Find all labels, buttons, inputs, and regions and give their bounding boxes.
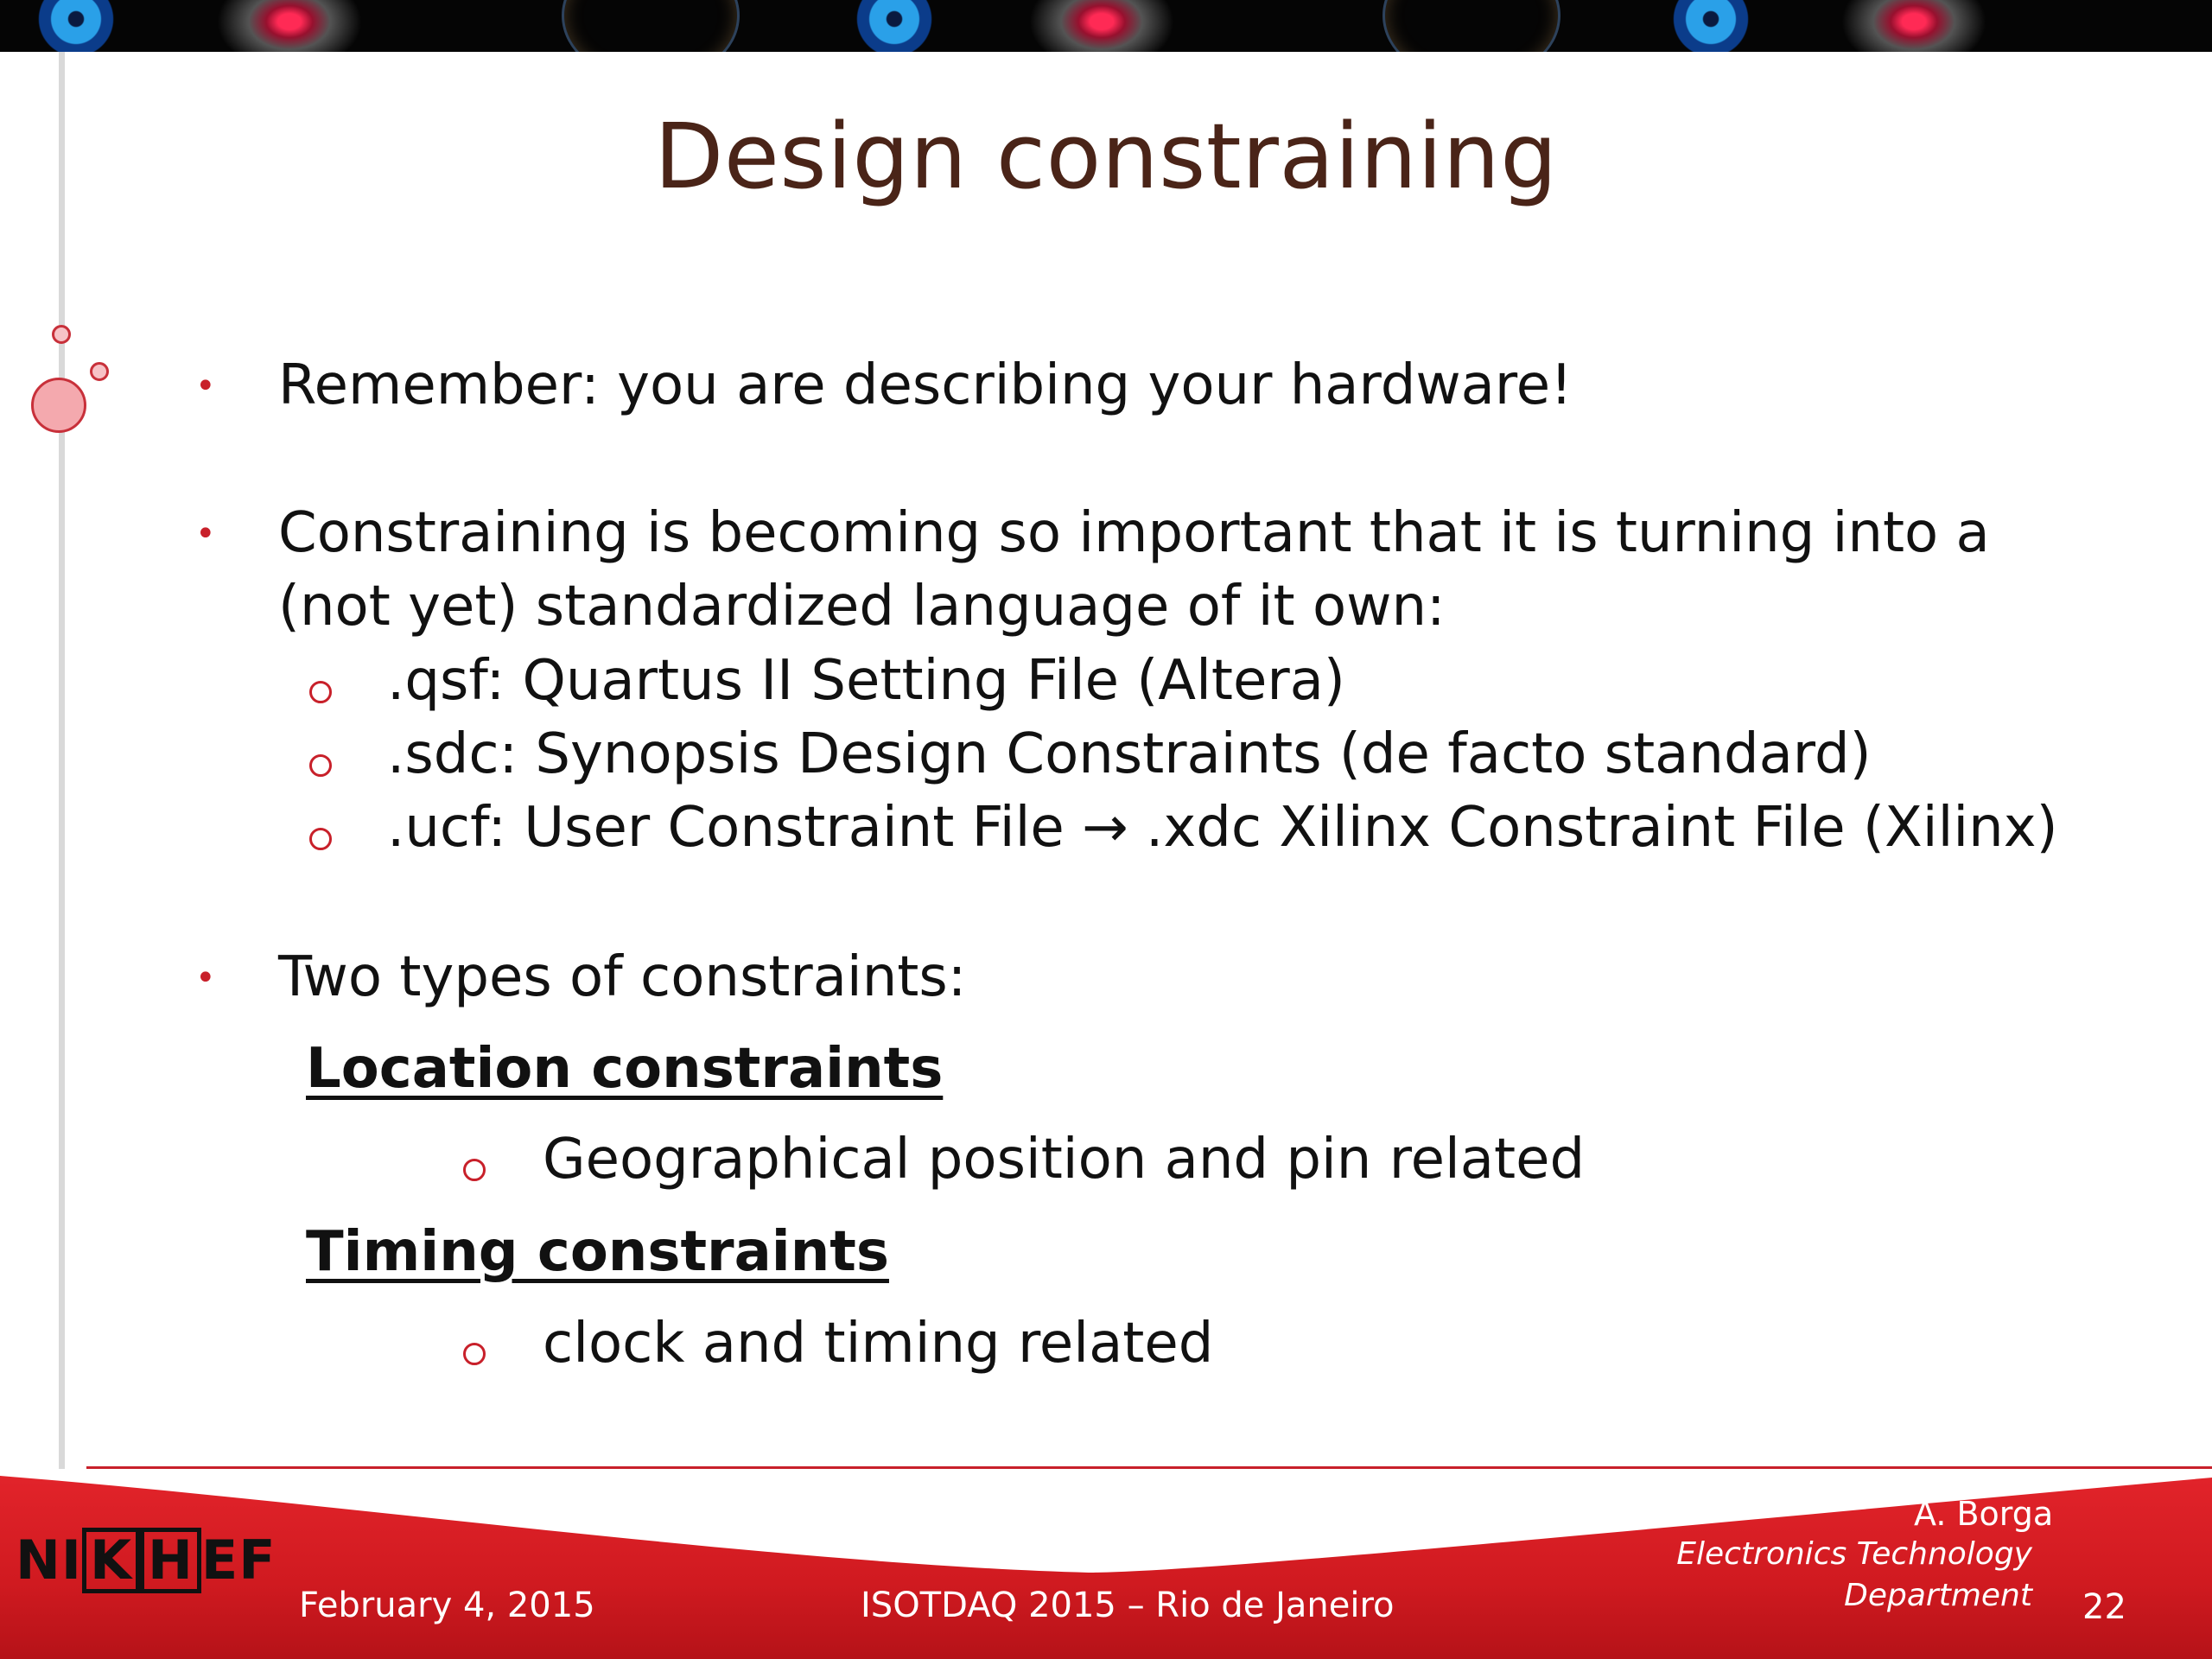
sub-bullet-marker: [309, 681, 332, 703]
bullet-text: Two types of constraints:: [278, 945, 967, 1009]
bullet-marker: •: [195, 514, 216, 554]
sub-bullet-marker: [463, 1159, 486, 1181]
footer-date: February 4, 2015: [299, 1586, 595, 1625]
logo-part: NI: [16, 1529, 82, 1592]
bullet-marker: •: [195, 366, 216, 406]
sub-bullet-marker: [309, 828, 332, 850]
logo-part: EF: [200, 1529, 276, 1592]
bullet-text: Remember: you are describing your hardware!: [278, 353, 1573, 417]
section-heading-timing: Timing constraints: [306, 1220, 889, 1284]
section-item-text: clock and timing related: [543, 1312, 1214, 1376]
sub-bullet-marker: [309, 754, 332, 777]
footer-department-line2: Department: [1844, 1578, 2032, 1613]
sub-bullet-marker: [463, 1343, 486, 1365]
nikhef-logo: [16, 1528, 276, 1593]
footer-event: ISOTDAQ 2015 – Rio de Janeiro: [861, 1586, 1395, 1625]
logo-part: H: [140, 1528, 201, 1593]
sub-bullet-text: .ucf: User Constraint File → .xdc Xilinx Constraint File (Xilinx): [387, 796, 2058, 860]
slide-title: Design constraining: [654, 104, 1558, 209]
bullet-text: (not yet) standardized language of it own:: [278, 575, 1446, 639]
bullet-marker: •: [195, 958, 216, 998]
section-item-text: Geographical position and pin related: [543, 1128, 1586, 1192]
section-heading-location: Location constraints: [306, 1037, 944, 1101]
page-number: 22: [2082, 1587, 2126, 1627]
footer-author: A. Borga: [1914, 1495, 2054, 1533]
sub-bullet-text: .qsf: Quartus II Setting File (Altera): [387, 649, 1345, 713]
logo-part: K: [82, 1528, 140, 1593]
footer-department-line1: Electronics Technology: [1676, 1536, 2032, 1572]
bullet-text: Constraining is becoming so important that it is turning into a: [278, 501, 1990, 565]
sub-bullet-text: .sdc: Synopsis Design Constraints (de facto standard): [387, 722, 1872, 786]
